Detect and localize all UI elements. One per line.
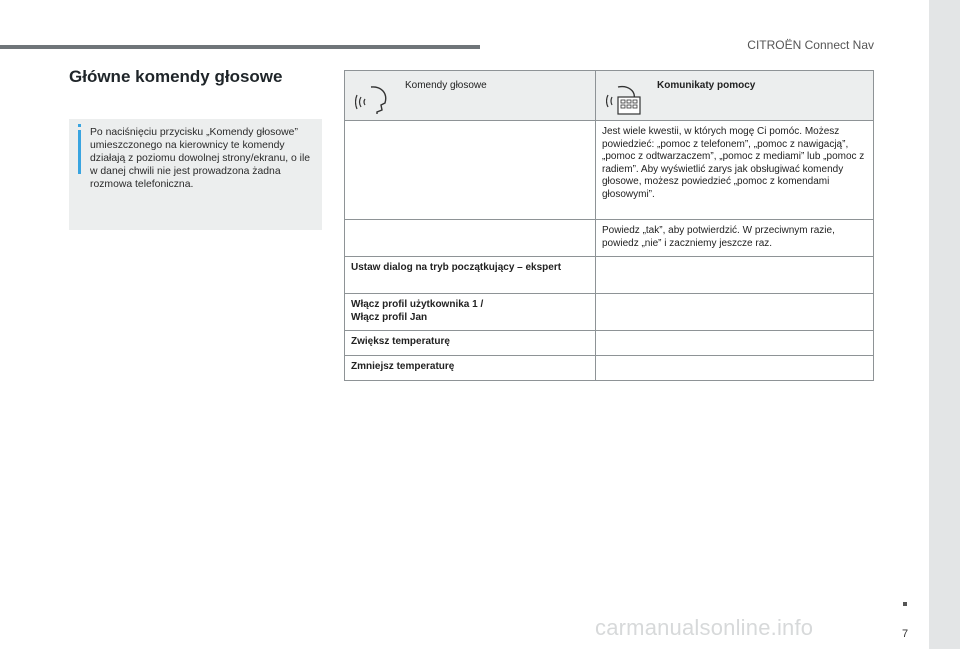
command-line: Włącz profil użytkownika 1 / [351, 299, 484, 310]
help-cell [596, 257, 874, 294]
command-cell: Zmniejsz temperaturę [345, 356, 596, 381]
table-row [345, 294, 874, 331]
page-number: 7 [902, 628, 909, 640]
side-strip [929, 0, 960, 649]
info-icon [78, 130, 81, 174]
header-commands-label: Komendy głosowe [405, 80, 487, 91]
command-cell [345, 220, 596, 257]
commands-table [344, 70, 874, 381]
watermark: carmanualsonline.info [595, 615, 814, 640]
table-row [345, 220, 874, 257]
info-text: Po naciśnięciu przycisku „Komendy głosowe” umieszczonego na kierownicy te komendy działają z poziomu dowolnej strony/ekranu, o ile w danej chwili nie jest prowadzona żadna rozmowa telefoniczna. [90, 127, 311, 190]
table-row [345, 257, 874, 294]
table-row [345, 356, 874, 381]
page-title: Główne komendy głosowe [69, 67, 283, 86]
header-help-label: Komunikaty pomocy [657, 80, 756, 91]
help-cell [596, 356, 874, 381]
info-box [69, 119, 322, 230]
header-cell-help [596, 71, 874, 121]
speaking-head-icon [355, 85, 391, 115]
top-rule [0, 45, 480, 49]
command-cell [345, 121, 596, 220]
info-icon-dot [78, 124, 81, 127]
help-cell: Powiedz „tak”, aby potwierdzić. W przeciwnym razie, powiedz „nie” i zaczniemy jeszcze raz. [596, 220, 874, 257]
command-line: Włącz profil Jan [351, 311, 428, 323]
help-cell: Jest wiele kwestii, w których mogę Ci pomóc. Możesz powiedzieć: „pomoc z telefonem”, „pomoc z nawigacją”, „pomoc z odtwarzaczem”, „pomoc z mediami” lub „pomoc z radiem”. Aby wyświetlić zarys jak obsługiwać komendy głosowe, możesz powiedzieć „pomoc z komendami głosowymi”. [596, 121, 874, 220]
help-cell [596, 331, 874, 356]
header-cell-commands [345, 71, 596, 121]
speaking-head-keypad-icon [606, 85, 642, 115]
table-header-row [345, 71, 874, 121]
table-row [345, 331, 874, 356]
command-cell [345, 294, 596, 331]
help-cell [596, 294, 874, 331]
brand-label: CITROËN Connect Nav [747, 38, 874, 52]
command-cell: Zwiększ temperaturę [345, 331, 596, 356]
table-row [345, 121, 874, 220]
command-cell: Ustaw dialog na tryb początkujący – ekspert [345, 257, 596, 294]
page-marker [903, 602, 907, 606]
